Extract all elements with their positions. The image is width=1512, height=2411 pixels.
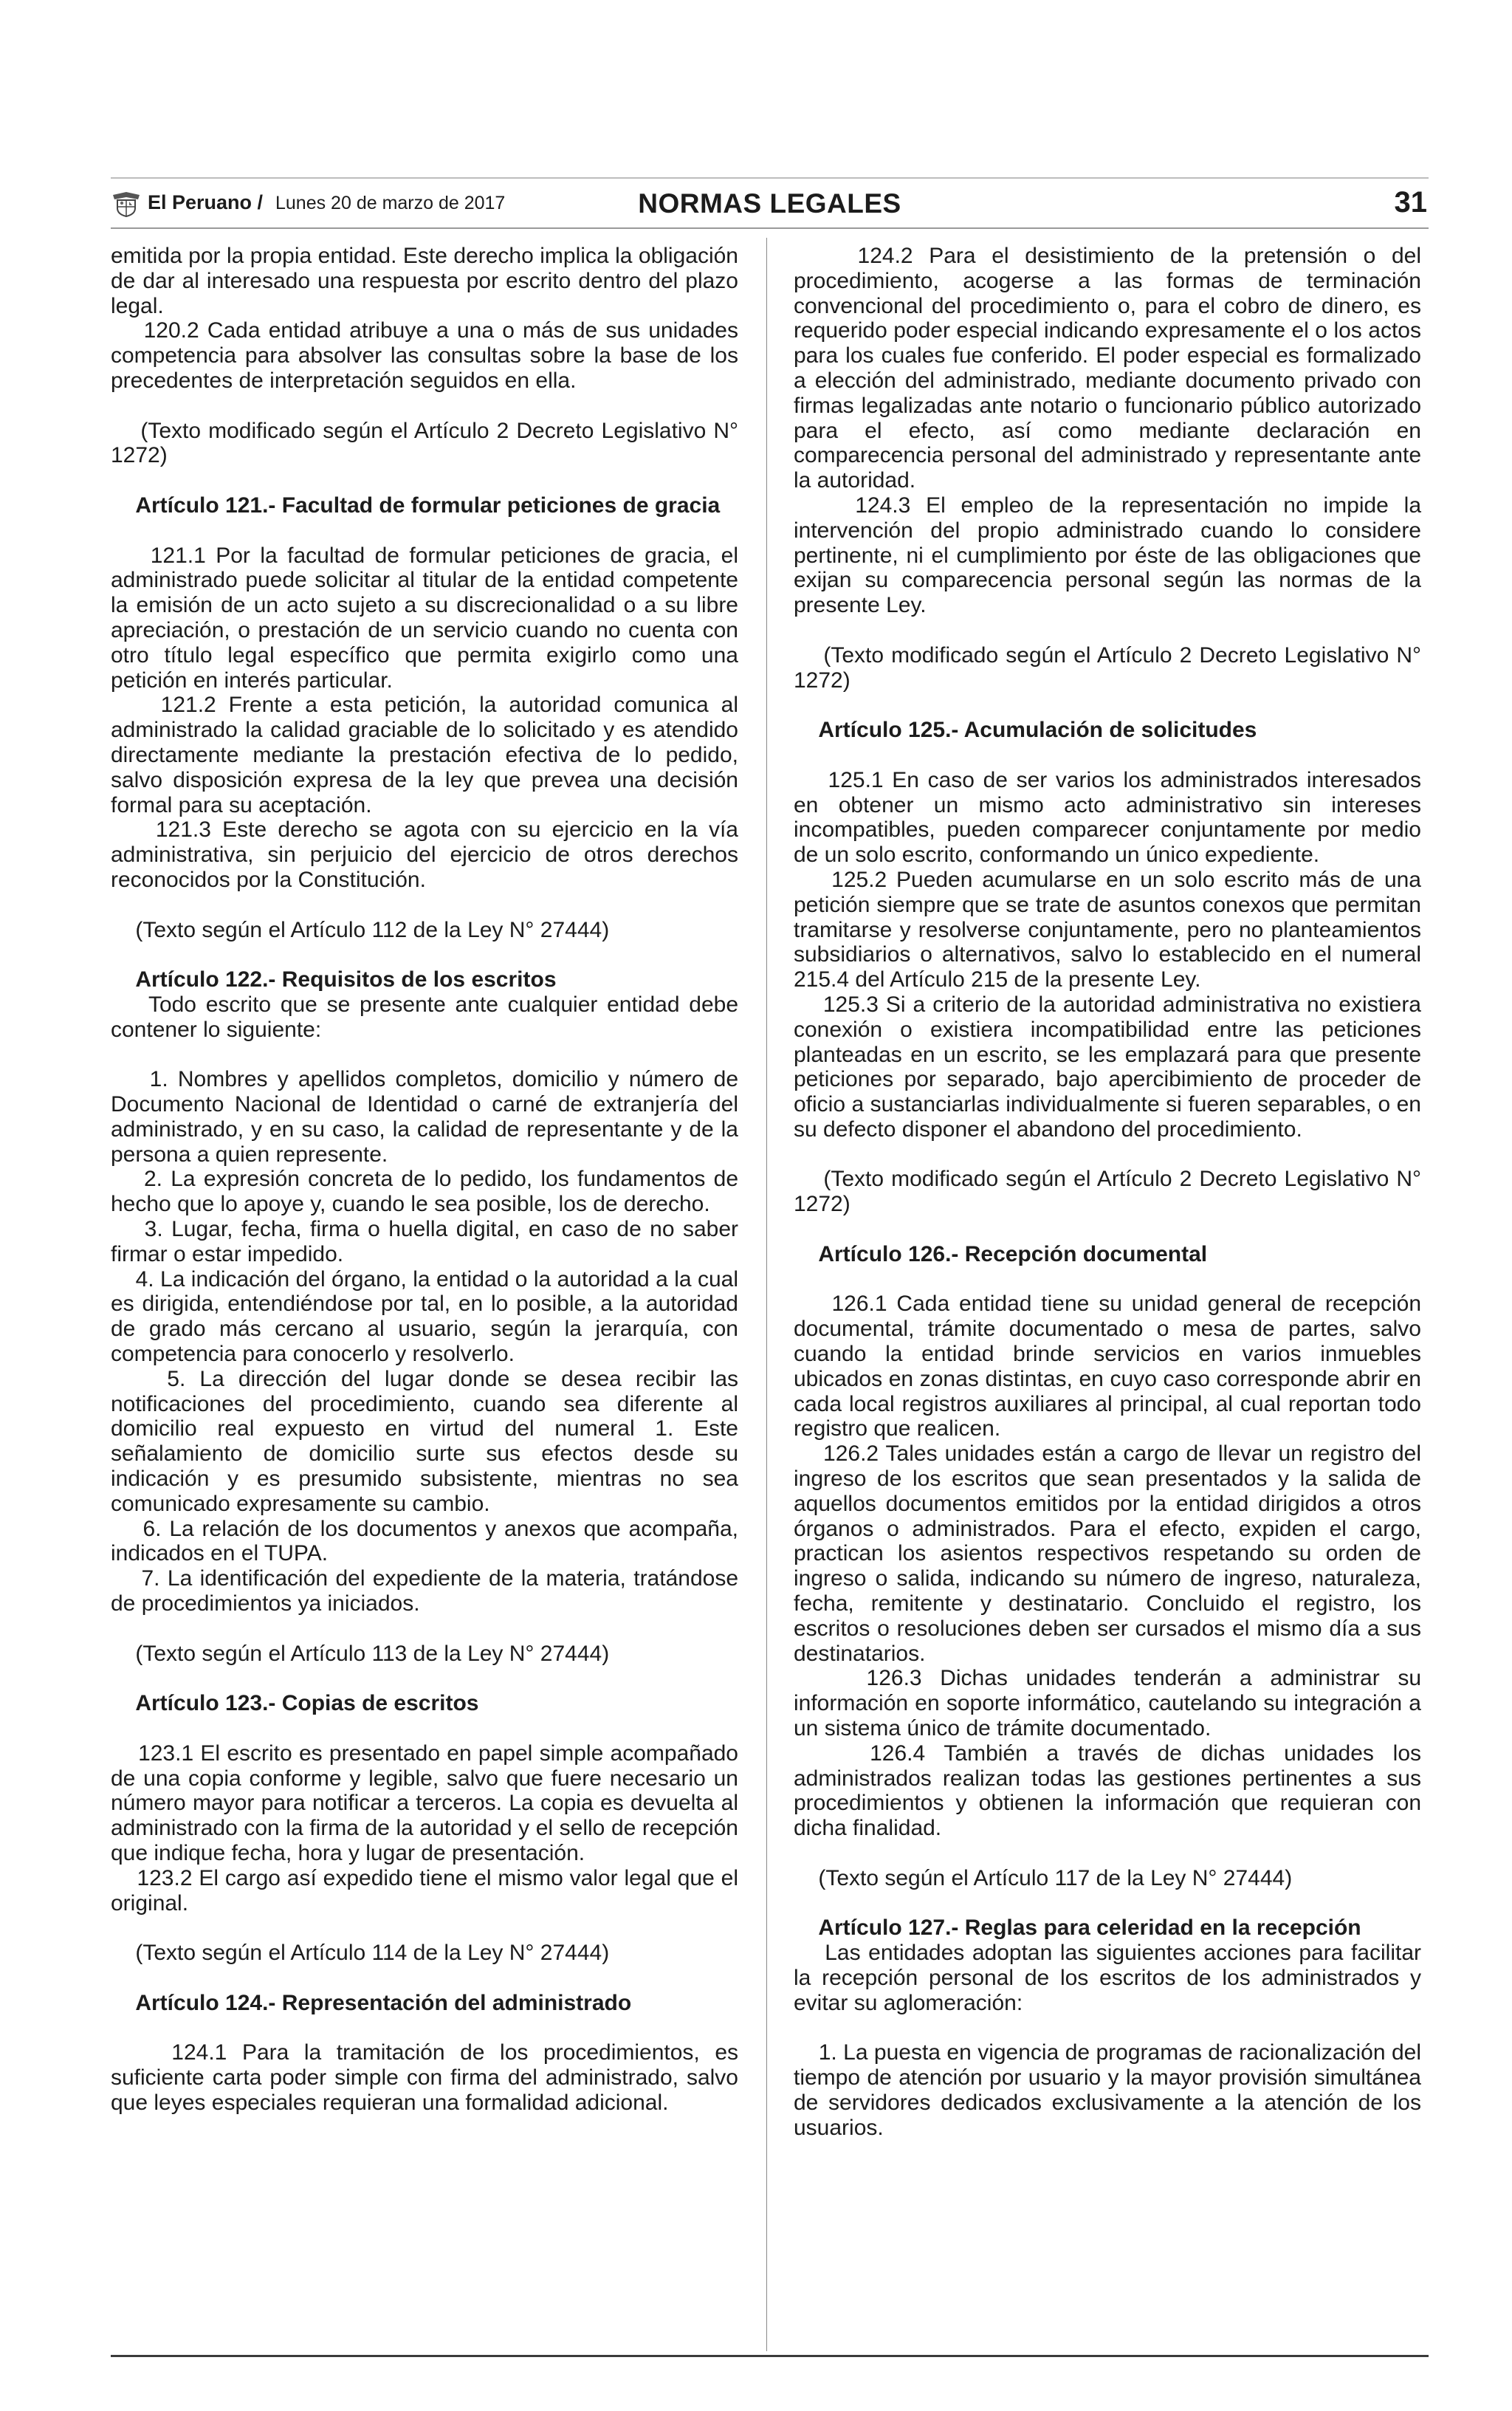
- paragraph: 2. La expresión concreta de lo pedido, los fundamentos de hecho que lo apoye y, cuando le sea posible, los de derecho.: [111, 1167, 745, 1217]
- page-header: [111, 177, 1429, 229]
- paragraph: (Texto modificado según el Artículo 2 Decreto Legislativo N° 1272): [794, 642, 1428, 693]
- paragraph: 124.3 El empleo de la representación no impide la intervención del propio administrado cuando lo considere pertinente, ni el cumplimiento por éste de las obligaciones que exijan su comparecencia personal según las normas de la presente Ley.: [794, 493, 1428, 618]
- footer-rule: [111, 2355, 1429, 2357]
- paragraph: 120.2 Cada entidad atribuye a una o más de sus unidades competencia para absolver las consultas sobre la base de los precedentes de interpretación seguidos en ella.: [111, 318, 745, 393]
- paragraph: 1. Nombres y apellidos completos, domicilio y número de Documento Nacional de Identidad o carné de extranjería del administrado, y en su caso, la calidad de representante y de la persona a quien represente.: [111, 1067, 745, 1167]
- paragraph: Todo escrito que se presente ante cualquier entidad debe contener lo siguiente:: [111, 992, 745, 1042]
- paragraph: 125.1 En caso de ser varios los administrados interesados en obtener un mismo acto administrativo sin intereses incompatibles, pueden comparecer conjuntamente por medio de un solo escrito, conformando un único expediente.: [794, 767, 1428, 868]
- paragraph: Las entidades adoptan las siguientes acciones para facilitar la recepción personal de los escritos de los administrados y evitar su aglomeración:: [794, 1941, 1428, 2015]
- right-column: [794, 244, 1428, 2141]
- paragraph: (Texto modificado según el Artículo 2 Decreto Legislativo N° 1272): [111, 418, 745, 468]
- newspaper-name: El Peruano /: [148, 191, 264, 213]
- paragraph: 4. La indicación del órgano, la entidad o la autoridad a la cual es dirigida, entendiéndose por tal, en lo posible, a la autoridad de grado más cercano al usuario, según la jerarquía, con competencia para conocerlo y resolverlo.: [111, 1266, 745, 1367]
- section-title: NORMAS LEGALES: [638, 188, 901, 219]
- paragraph: 125.3 Si a criterio de la autoridad administrativa no existiera conexión o existiera incompatibilidad entre las peticiones planteadas en un escrito, se les emplazará para que presente peticiones por separado, bajo apercibimiento de proceder de oficio a sustanciarlas individualmente si fueren separables, o en su defecto disponer el abandono del procedimiento.: [794, 992, 1428, 1142]
- paragraph: 123.1 El escrito es presentado en papel simple acompañado de una copia conforme y legible, salvo que fuere necesario un número mayor para notificar a terceros. La copia es devuelta al administrado con la firma de la autoridad y el sello de recepción que indique fecha, hora y lugar de presentación.: [111, 1740, 745, 1865]
- paragraph: (Texto según el Artículo 114 de la Ley N° 27444): [111, 1941, 610, 1966]
- article-heading: Artículo 126.- Recepción documental: [794, 1241, 1208, 1266]
- paragraph: emitida por la propia entidad. Este derecho implica la obligación de dar al interesado una respuesta por escrito dentro del plazo legal.: [111, 244, 745, 318]
- column-divider: [766, 238, 767, 2351]
- paragraph: 3. Lugar, fecha, firma o huella digital, en caso de no saber firmar o estar impedido.: [111, 1217, 745, 1266]
- paragraph: (Texto según el Artículo 117 de la Ley N° 27444): [794, 1865, 1293, 1890]
- paragraph: 126.4 También a través de dichas unidades los administrados realizan todas las gestiones pertinentes a sus procedimientos y obtienen la información que requieran con dicha finalidad.: [794, 1740, 1428, 1841]
- paragraph: 126.2 Tales unidades están a cargo de llevar un registro del ingreso de los escritos que sean presentados y la salida de aquellos documentos emitidos por la entidad dirigidos a otros órganos o administrados. Para el efecto, expiden el cargo, practican los asientos respectivos respetando su orden de ingreso o salida, indicando su número de ingreso, naturaleza, fecha, remitente y destinatario. Concluido el registro, los escritos o resoluciones deben ser cursados el mismo día a sus destinatarios.: [794, 1441, 1428, 1666]
- paragraph: 1. La puesta en vigencia de programas de racionalización del tiempo de atención por usuario y la mayor provisión simultánea de servidores dedicados exclusivamente a la atención de los usuarios.: [794, 2040, 1428, 2140]
- paragraph: 123.2 El cargo así expedido tiene el mismo valor legal que el original.: [111, 1865, 745, 1916]
- paragraph: 124.1 Para la tramitación de los procedimientos, es suficiente carta poder simple con firma del administrado, salvo que leyes especiales requieran una formalidad adicional.: [111, 2040, 745, 2115]
- paragraph: (Texto según el Artículo 112 de la Ley N° 27444): [111, 917, 610, 942]
- page-number: 31: [1394, 186, 1427, 219]
- paragraph: (Texto modificado según el Artículo 2 Decreto Legislativo N° 1272): [794, 1167, 1428, 1217]
- article-heading: Artículo 121.- Facultad de formular peticiones de gracia: [111, 493, 721, 518]
- paragraph: 126.1 Cada entidad tiene su unidad general de recepción documental, trámite documentado o mesa de partes, salvo cuando la entidad brinde servicios en varios inmuebles ubicados en zonas distintas, en cuyo caso corresponde abrir en cada local registros auxiliares al principal, al cual reportan todo registro que realicen.: [794, 1292, 1428, 1441]
- left-column: [111, 244, 745, 2116]
- article-heading: Artículo 122.- Requisitos de los escritos: [111, 967, 557, 992]
- paragraph: 5. La dirección del lugar donde se desea recibir las notificaciones del procedimiento, cuando sea diferente al domicilio real expuesto en virtud del numeral 1. Este señalamiento de domicilio surte sus efectos desde su indicación y es presumido subsistente, mientras no sea comunicado expresamente su cambio.: [111, 1366, 745, 1516]
- issue-date: Lunes 20 de marzo de 2017: [275, 193, 506, 213]
- paragraph: 125.2 Pueden acumularse en un solo escrito más de una petición siempre que se trate de asuntos conexos que permitan tramitarse y resolverse conjuntamente, pero no planteamientos subsidiarios o alternativos, salvo lo establecido en el numeral 215.4 del Artículo 215 de la presente Ley.: [794, 867, 1428, 992]
- paragraph: 121.3 Este derecho se agota con su ejercicio en la vía administrativa, sin perjuicio del ejercicio de otros derechos reconocidos por la Constitución.: [111, 817, 745, 892]
- paragraph: (Texto según el Artículo 113 de la Ley N° 27444): [111, 1641, 610, 1666]
- paragraph: 7. La identificación del expediente de la materia, tratándose de procedimientos ya iniciados.: [111, 1566, 745, 1616]
- paragraph: 6. La relación de los documentos y anexos que acompaña, indicados en el TUPA.: [111, 1516, 745, 1566]
- paragraph: 124.2 Para el desistimiento de la pretensión o del procedimiento, acogerse a las formas de terminación convencional del procedimiento o, para el cobro de dinero, es requerido poder especial indicando expresamente el o los actos para los cuales fue conferido. El poder especial es formalizado a elección del administrado, mediante documento privado con firmas legalizadas ante notario o funcionario público autorizado para el efecto, así como mediante declaración en comparecencia personal del administrado y representante ante la autoridad.: [794, 244, 1428, 493]
- paragraph: 121.1 Por la facultad de formular peticiones de gracia, el administrado puede solicitar al titular de la entidad competente la emisión de un acto sujeto a su discrecionalidad o a su libre apreciación, o prestación de un servicio cuando no cuenta con otro título legal específico que permita exigirlo como una petición en interés particular.: [111, 543, 745, 693]
- article-heading: Artículo 123.- Copias de escritos: [111, 1691, 479, 1716]
- paragraph: 126.3 Dichas unidades tenderán a administrar su información en soporte informático, cautelando su integración a un sistema único de trámite documentado.: [794, 1666, 1428, 1741]
- paragraph: 121.2 Frente a esta petición, la autoridad comunica al administrado la calidad graciable de lo solicitado y es atendido directamente mediante la prestación efectiva de lo pedido, salvo disposición expresa de la ley que prevea una decisión formal para su aceptación.: [111, 693, 745, 817]
- article-heading: Artículo 124.- Representación del administrado: [111, 1990, 632, 2015]
- article-heading: Artículo 125.- Acumulación de solicitudes: [794, 718, 1257, 743]
- article-heading: Artículo 127.- Reglas para celeridad en la recepción: [794, 1916, 1361, 1941]
